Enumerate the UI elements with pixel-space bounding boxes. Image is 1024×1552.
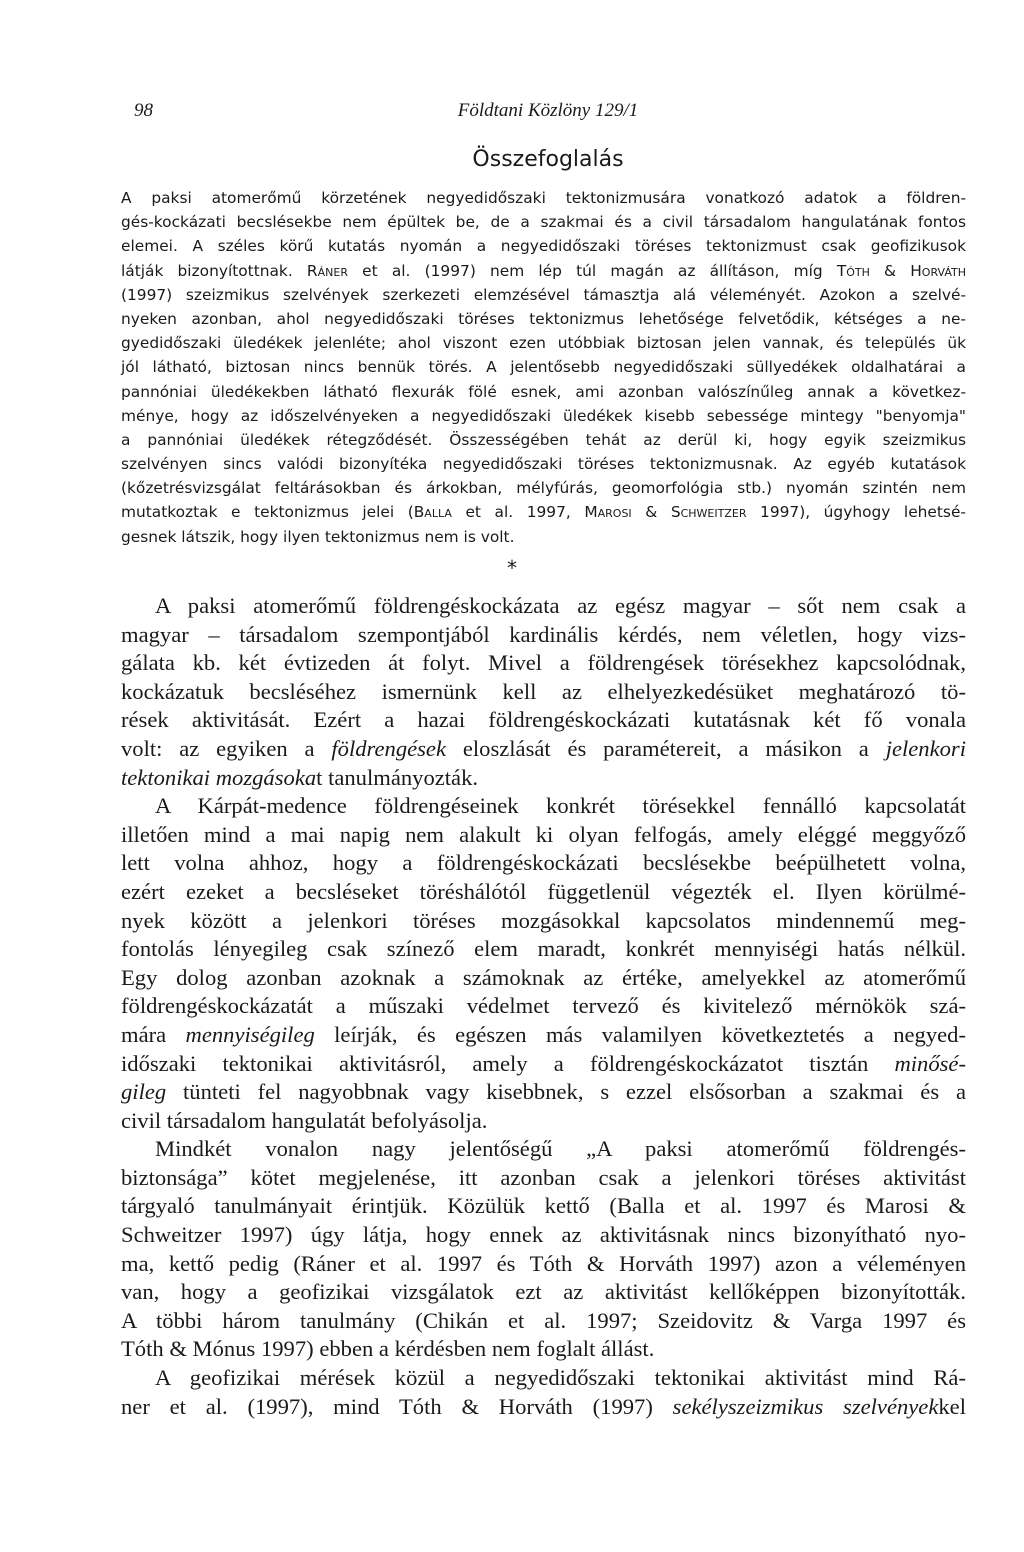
body-line: civil társadalom hangulatát befolyásolja. [121, 1107, 488, 1133]
body-line: rések aktivitását. Ezért a hazai földrengéskockázati kutatásnak két fő vonala [121, 707, 966, 733]
body-line: Egy dolog azonban azoknak a számoknak az értéke, amelyekkel az atomerőmű [121, 964, 966, 990]
body-text-run: kel [938, 1393, 966, 1419]
body-line: A többi három tanulmány (Chikán et al. 1997; Szeidovitz & Varga 1997 és [121, 1307, 966, 1333]
body-text-run: mára [121, 1021, 167, 1047]
abstract-line: ménye, hogy az időszelvényeken a negyedidőszaki üledékek kisebb sebessége mintegy "benyomja" [121, 406, 966, 425]
body-line [121, 735, 966, 764]
emphasis-jelenkori: jelenkori [885, 735, 966, 761]
body-text-run: leírják, és egészen más valamilyen következtetés a negyed- [334, 1021, 966, 1047]
body-line: Schweitzer 1997) úgy látja, hogy ennek az aktivitásnak nincs bizonyítható nyo- [121, 1222, 966, 1248]
abstract-line: szelvényen sincs valódi bizonyítéka negyedidőszaki töréses tektonizmusnak. Az egyéb kutatások [121, 455, 966, 474]
body-line: illetően mind a mai napig nem alakult ki olyan felfogás, amely eléggé meggyőző [121, 821, 966, 847]
abstract-text: 1997), úgyhogy lehetsé- [760, 503, 966, 522]
section-title: Összefoglalás [472, 147, 624, 172]
body-text-run: időszaki tektonikai aktivitásról, amely a földrengéskockázatot tisztán [121, 1050, 869, 1076]
citation-toth-horvath: Tóth & Horváth [836, 261, 966, 280]
body-line: tárgyaló tanulmányait érintjük. Közülük kettő (Balla et al. 1997 és Marosi & [121, 1193, 966, 1219]
abstract-line [121, 259, 966, 283]
emphasis-tektonikai-mozgasok: tektonikai mozgásoka [121, 764, 317, 790]
body-line: gálata kb. két évtizeden át folyt. Mivel a földrengések törésekhez kapcsolódnak, [121, 650, 966, 676]
citation-etal: et al. 1997, [465, 503, 571, 522]
abstract-line: gés-kockázati becslésekbe nem épültek be, de a szakmai és a civil társadalom hangulatának fontos [121, 213, 966, 232]
abstract-line: nyeken azonban, ahol negyedidőszaki töréses tektonizmus lehetősége felvetődik, kétséges a ne- [121, 309, 966, 328]
body-line: kockázatuk becsléséhez ismernünk kell az elhelyezkedésüket meghatározó tö- [121, 678, 966, 704]
body-line [121, 1021, 966, 1050]
body-line [121, 1078, 966, 1107]
abstract-line: pannóniai üledékekben látható flexurák fölé esnek, ami azonban valószínűleg annak a következ- [121, 382, 966, 401]
page-number: 98 [134, 100, 153, 121]
abstract [121, 186, 966, 549]
citation-etal: et al. [362, 261, 411, 280]
body-line: magyar – társadalom szempontjából kardinális kérdés, nem véletlen, hogy vizs- [121, 621, 966, 647]
emphasis-minosegileg-end: gileg [121, 1079, 167, 1105]
body-line: A Kárpát-medence földrengéseinek konkrét törésekkel fennálló kapcsolatát [155, 793, 966, 819]
body-text-run: volt: az egyiken a [121, 735, 315, 761]
abstract-line: A paksi atomerőmű körzetének negyedidőszaki tektonizmusára vonatkozó adatok a földren- [121, 189, 966, 207]
citation-balla: Balla [413, 503, 452, 522]
emphasis-minosegileg: minősé- [894, 1050, 966, 1076]
abstract-text: mutatkoztak e tektonizmus jelei ( [121, 503, 414, 522]
abstract-line [121, 500, 966, 524]
emphasis-foldrengesek: földrengések [331, 735, 446, 761]
abstract-line: a pannóniai üledékek rétegződését. Összességében tehát az derül ki, hogy egyik szeizmikus [121, 430, 966, 449]
citation-marosi-schweitzer: Marosi & Schweitzer [584, 503, 747, 522]
body-line: A geofizikai mérések közül a negyedidőszaki tektonikai aktivitást mind Rá- [155, 1365, 966, 1391]
abstract-text: (1997) nem lép túl magán az állításon, míg [424, 261, 823, 280]
body-line: lett volna ahhoz, hogy a földrengéskockázati becslésekbe beépülhetett volna, [121, 850, 966, 876]
abstract-line: gyedidőszaki üledékek jelenléte; ahol viszont ezen utóbbiak biztosan jelen vannak, és település ük [121, 334, 966, 353]
body-line [121, 1393, 966, 1422]
section-separator: * [507, 556, 517, 580]
body-line: nyek között a jelenkori töréses mozgásokkal kapcsolatos mindennemű meg- [121, 907, 966, 933]
body-text-run: t tanulmányozták. [316, 764, 479, 790]
abstract-line: (1997) szeizmikus szelvények szerkezeti elemzésével támasztja alá véleményét. Azokon a szelvé- [121, 285, 966, 304]
body-line: földrengéskockázatát a műszaki védelmet tervező és kivitelező mérnökök szá- [121, 993, 966, 1019]
body-text-run: ner et al. (1997), mind Tóth & Horváth (1997) [121, 1393, 653, 1419]
body-line: A paksi atomerőmű földrengéskockázata az egész magyar – sőt nem csak a [155, 593, 966, 618]
body-line: ma, kettő pedig (Ráner et al. 1997 és Tóth & Horváth 1997) azon a véleményen [121, 1250, 966, 1276]
abstract-text: látják bizonyítottnak. [121, 261, 293, 280]
body-line: Mindkét vonalon nagy jelentőségű „A paksi atomerőmű földrengés- [155, 1136, 966, 1162]
journal-title: Földtani Közlöny 129/1 [457, 100, 639, 121]
emphasis-sekelyszeizmikus: sekélyszeizmikus szelvények [672, 1393, 939, 1419]
body-line: Tóth & Mónus 1997) ebben a kérdésben nem foglalt állást. [121, 1336, 655, 1362]
body-line [121, 1050, 966, 1079]
abstract-line: elemei. A széles körű kutatás nyomán a negyedidőszaki töréses tektonizmust csak geofizikusok [121, 237, 966, 256]
body-text-run: eloszlását és paramétereit, a másikon a [462, 735, 869, 761]
abstract-line: gesnek látszik, hogy ilyen tektonizmus nem is volt. [121, 527, 515, 546]
running-header [134, 100, 962, 130]
body-line [121, 764, 966, 793]
body-line: biztonsága” kötet megjelenése, itt azonban csak a jelenkori töréses aktivitást [121, 1164, 966, 1190]
emphasis-mennyisegileg: mennyiségileg [185, 1021, 315, 1047]
body-line: van, hogy a geofizikai vizsgálatok ezt az aktivitást kellőképpen bizonyították. [121, 1279, 966, 1305]
abstract-line: jól látható, biztosan nincs bennük törés. A jelentősebb negyedidőszaki süllyedékek oldalhatárai a [121, 358, 966, 377]
abstract-line: (kőzetrésvizsgálat feltárásokban és árkokban, mélyfúrás, geomorfológia stb.) nyomán szintén nem [121, 479, 966, 498]
body-text [121, 592, 966, 1421]
body-line: fontolás lényegileg csak színező elem maradt, konkrét mennyiségi hatás nélkül. [121, 936, 966, 962]
body-text-run: tünteti fel nagyobbnak vagy kisebbnek, s ezzel elsősorban a szakmai és a [183, 1079, 966, 1105]
citation-raner: Ráner [306, 261, 348, 280]
body-line: ezért ezeket a becsléseket töréshálótól függetlenül végezték el. Ilyen körülmé- [121, 878, 966, 904]
